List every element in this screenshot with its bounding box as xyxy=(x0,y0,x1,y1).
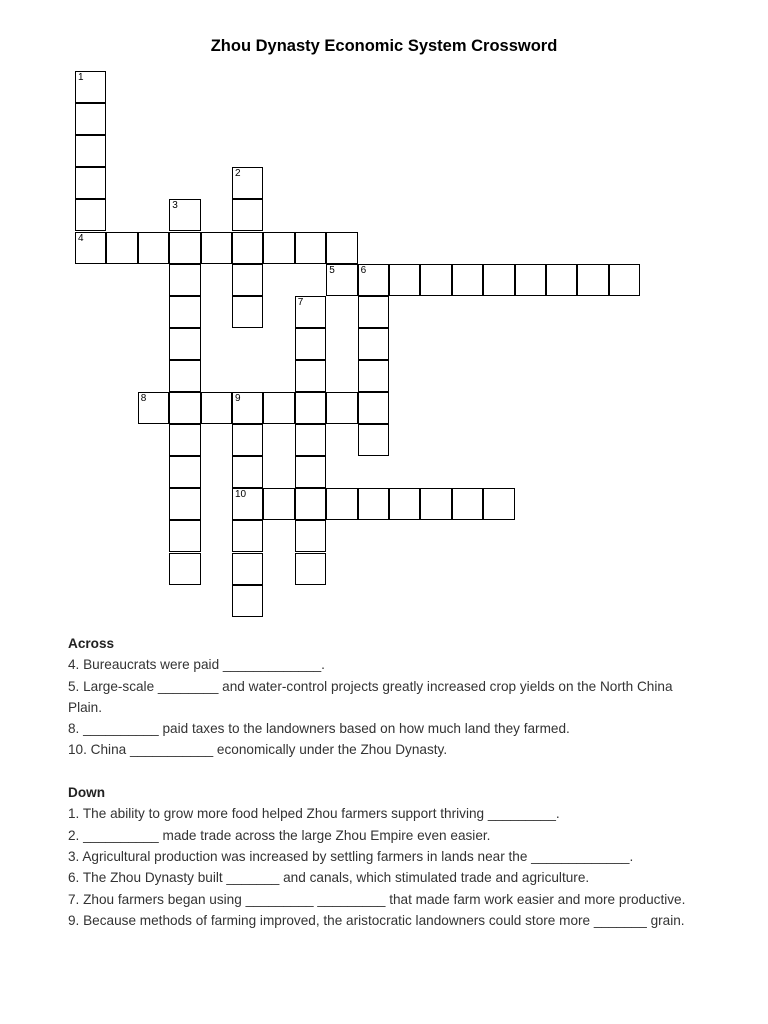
grid-cell[interactable] xyxy=(169,456,200,488)
grid-cell[interactable] xyxy=(326,264,357,296)
down-clue-6: 6. The Zhou Dynasty built _______ and canals, which stimulated trade and agriculture. xyxy=(68,870,590,886)
grid-cell[interactable] xyxy=(452,264,483,296)
grid-cell[interactable] xyxy=(546,264,577,296)
clue-number: 10 xyxy=(235,489,247,501)
grid-cell[interactable] xyxy=(232,585,263,617)
grid-cell[interactable] xyxy=(326,232,357,264)
grid-cell[interactable] xyxy=(75,135,106,167)
grid-cell[interactable] xyxy=(389,488,420,520)
grid-cell[interactable] xyxy=(106,232,137,264)
grid-cell[interactable] xyxy=(483,264,514,296)
grid-cell[interactable] xyxy=(169,488,200,520)
grid-cell[interactable] xyxy=(169,520,200,552)
grid-cell[interactable] xyxy=(75,232,106,264)
grid-cell[interactable] xyxy=(232,167,263,199)
clue-number: 9 xyxy=(235,393,241,404)
grid-cell[interactable] xyxy=(263,232,294,264)
down-heading: Down xyxy=(68,785,105,801)
clue-number: 7 xyxy=(297,296,304,308)
grid-cell[interactable] xyxy=(295,424,326,456)
grid-cell[interactable] xyxy=(358,488,389,520)
grid-cell[interactable] xyxy=(169,264,200,296)
grid-cell[interactable] xyxy=(201,392,232,424)
grid-cell[interactable] xyxy=(295,392,326,424)
clue-number: 5 xyxy=(329,264,335,276)
clue-number: 2 xyxy=(235,168,241,180)
grid-cell[interactable] xyxy=(169,392,200,424)
grid-cell[interactable] xyxy=(420,264,451,296)
grid-cell[interactable] xyxy=(358,264,389,296)
section-spacer xyxy=(68,761,708,782)
grid-cell[interactable] xyxy=(75,167,106,199)
down-clue-2: 2. __________ made trade across the large Zhou Empire even easier. xyxy=(68,827,491,843)
grid-cell[interactable] xyxy=(232,456,263,488)
clue-number: 1 xyxy=(78,72,84,83)
grid-cell[interactable] xyxy=(609,264,640,296)
grid-cell[interactable] xyxy=(232,199,263,231)
grid-cell[interactable] xyxy=(232,264,263,296)
grid-cell[interactable] xyxy=(263,392,294,424)
grid-cell[interactable] xyxy=(263,488,294,520)
grid-cell[interactable] xyxy=(295,456,326,488)
grid-cell[interactable] xyxy=(389,264,420,296)
down-clue-9: 9. Because methods of farming improved, the aristocratic landowners could store more _______ grain. xyxy=(68,912,685,928)
grid-cell[interactable] xyxy=(358,392,389,424)
grid-cell[interactable] xyxy=(515,264,546,296)
across-clue-8: 8. __________ paid taxes to the landowners based on how much land they farmed. xyxy=(68,721,570,737)
clues-section xyxy=(68,633,708,931)
grid-cell[interactable] xyxy=(326,392,357,424)
grid-cell[interactable] xyxy=(232,553,263,585)
grid-cell[interactable] xyxy=(169,424,200,456)
grid-cell[interactable] xyxy=(169,199,200,231)
grid-cell[interactable] xyxy=(483,488,514,520)
grid-cell[interactable] xyxy=(326,488,357,520)
down-clue-7: 7. Zhou farmers began using _________ _________ that made farm work easier and more productive. xyxy=(68,891,686,907)
grid-cell[interactable] xyxy=(169,296,200,328)
down-clue-1: 1. The ability to grow more food helped Zhou farmers support thriving _________. xyxy=(68,806,560,822)
across-clue-10: 10. China ___________ economically under the Zhou Dynasty. xyxy=(68,742,448,758)
grid-cell[interactable] xyxy=(169,360,200,392)
grid-cell[interactable] xyxy=(358,360,389,392)
grid-cell[interactable] xyxy=(138,392,169,424)
grid-cell[interactable] xyxy=(295,232,326,264)
grid-cell[interactable] xyxy=(75,103,106,135)
page-title: Zhou Dynasty Economic System Crossword xyxy=(210,37,558,55)
clue-number: 3 xyxy=(172,200,178,212)
across-heading: Across xyxy=(68,636,115,651)
grid-cell[interactable] xyxy=(232,392,263,424)
across-clue-5: 5. Large-scale ________ and water-control projects greatly increased crop yields on the North China Plain. xyxy=(68,678,673,715)
grid-cell[interactable] xyxy=(75,71,106,103)
grid-cell[interactable] xyxy=(295,328,326,360)
across-clue-4: 4. Bureaucrats were paid _____________. xyxy=(68,657,325,673)
grid-cell[interactable] xyxy=(295,553,326,585)
grid-cell[interactable] xyxy=(169,232,200,264)
grid-cell[interactable] xyxy=(232,520,263,552)
grid-cell[interactable] xyxy=(232,296,263,328)
grid-cell[interactable] xyxy=(201,232,232,264)
grid-cell[interactable] xyxy=(577,264,608,296)
grid-cell[interactable] xyxy=(232,488,263,520)
grid-cell[interactable] xyxy=(452,488,483,520)
grid-cell[interactable] xyxy=(358,296,389,328)
grid-cell[interactable] xyxy=(232,424,263,456)
grid-cell[interactable] xyxy=(295,296,326,328)
grid-cell[interactable] xyxy=(138,232,169,264)
grid-cell[interactable] xyxy=(169,553,200,585)
grid-cell[interactable] xyxy=(295,488,326,520)
clue-number: 8 xyxy=(140,393,147,404)
grid-cell[interactable] xyxy=(358,424,389,456)
down-clue-3: 3. Agricultural production was increased by settling farmers in lands near the _____________. xyxy=(68,848,634,864)
clue-number: 4 xyxy=(78,232,84,244)
grid-cell[interactable] xyxy=(358,328,389,360)
clue-number: 6 xyxy=(360,264,367,276)
grid-cell[interactable] xyxy=(295,360,326,392)
grid-cell[interactable] xyxy=(75,199,106,231)
grid-cell[interactable] xyxy=(420,488,451,520)
grid-cell[interactable] xyxy=(295,520,326,552)
grid-cell[interactable] xyxy=(232,232,263,264)
grid-cell[interactable] xyxy=(169,328,200,360)
